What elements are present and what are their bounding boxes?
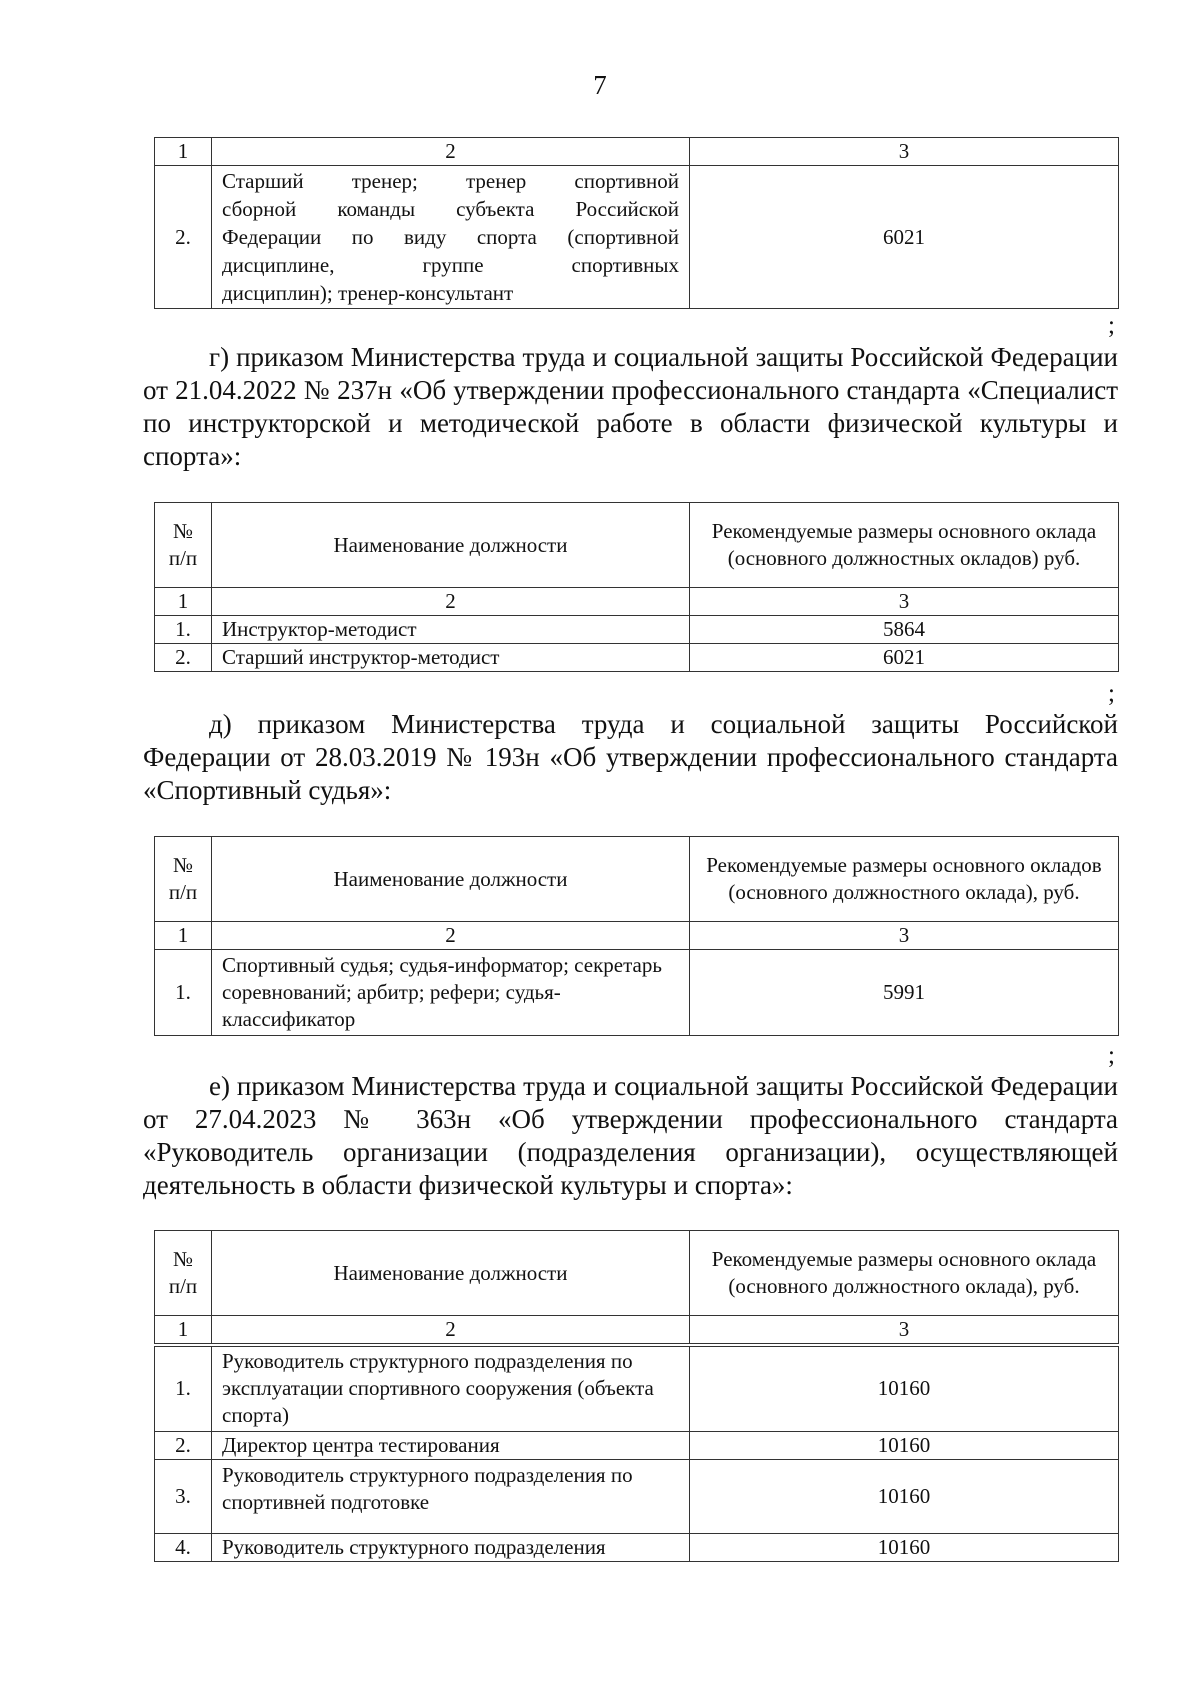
salary-value: 5991 bbox=[690, 950, 1119, 1036]
header-salary: Рекомендуемые размеры основного окладов (основного должностного оклада), руб. bbox=[690, 837, 1119, 922]
header-number: № п/п bbox=[155, 837, 212, 922]
salary-value: 10160 bbox=[690, 1459, 1119, 1533]
index-cell: 1 bbox=[155, 922, 212, 950]
index-cell: 2 bbox=[212, 138, 690, 166]
index-cell: 3 bbox=[690, 588, 1119, 616]
paragraph-d: д) приказом Министерства труда и социальной защиты Российской Федерации от 28.03.2019 № 193н «Об утверждении профессионального стандарта «Спортивный судья»: bbox=[143, 709, 1118, 805]
table-row bbox=[155, 644, 1119, 672]
table-index-row bbox=[155, 1316, 1119, 1346]
header-position: Наименование должности bbox=[212, 837, 690, 922]
header-salary: Рекомендуемые размеры основного оклада (основного должностного оклада), руб. bbox=[690, 1231, 1119, 1316]
position-name: Спортивный судья; судья-информатор; секретарь соревнований; арбитр; рефери; судья-классификатор bbox=[212, 950, 690, 1036]
table-index-row bbox=[155, 138, 1119, 166]
position-name-line: дисциплине, группе спортивных bbox=[222, 253, 679, 277]
table-header-row bbox=[155, 503, 1119, 588]
position-name-line: дисциплин); тренер-консультант bbox=[222, 281, 514, 305]
row-number: 4. bbox=[155, 1533, 212, 1561]
header-number: № п/п bbox=[155, 1231, 212, 1316]
table-row bbox=[155, 1431, 1119, 1459]
position-name: Инструктор-методист bbox=[212, 616, 690, 644]
position-name: Руководитель структурного подразделения bbox=[212, 1533, 690, 1561]
index-cell: 3 bbox=[690, 1316, 1119, 1346]
table-row bbox=[155, 1459, 1119, 1533]
index-cell: 2 bbox=[212, 588, 690, 616]
semicolon: ; bbox=[1108, 680, 1115, 707]
index-cell: 2 bbox=[212, 1316, 690, 1346]
table-row bbox=[155, 950, 1119, 1036]
position-name-line: Федерации по виду спорта (спортивной bbox=[222, 225, 679, 249]
index-cell: 3 bbox=[690, 922, 1119, 950]
index-cell: 1 bbox=[155, 1316, 212, 1346]
index-cell: 1 bbox=[155, 588, 212, 616]
row-number: 2. bbox=[155, 1431, 212, 1459]
salary-value: 5864 bbox=[690, 616, 1119, 644]
header-number: № п/п bbox=[155, 503, 212, 588]
row-number: 1. bbox=[155, 950, 212, 1036]
salary-value: 10160 bbox=[690, 1431, 1119, 1459]
table-row bbox=[155, 1345, 1119, 1431]
position-name bbox=[212, 166, 690, 309]
row-number: 2. bbox=[155, 644, 212, 672]
header-position: Наименование должности bbox=[212, 503, 690, 588]
table-organization-head bbox=[154, 1230, 1119, 1562]
table-row bbox=[155, 166, 1119, 309]
page-number: 7 bbox=[593, 70, 607, 100]
table-header-row bbox=[155, 1231, 1119, 1316]
salary-value: 10160 bbox=[690, 1533, 1119, 1561]
index-cell: 3 bbox=[690, 138, 1119, 166]
position-name-line: Старший тренер; тренер спортивной bbox=[222, 169, 679, 193]
table-index-row bbox=[155, 588, 1119, 616]
row-number: 3. bbox=[155, 1459, 212, 1533]
position-name: Директор центра тестирования bbox=[212, 1431, 690, 1459]
header-position: Наименование должности bbox=[212, 1231, 690, 1316]
semicolon: ; bbox=[1108, 312, 1115, 339]
position-name: Руководитель структурного подразделения по эксплуатации спортивного сооружения (объекта спорта) bbox=[212, 1345, 690, 1431]
table-sports-judge bbox=[154, 836, 1119, 1036]
index-cell: 2 bbox=[212, 922, 690, 950]
table-row bbox=[155, 616, 1119, 644]
table-instructor-methodist bbox=[154, 502, 1119, 672]
table-row bbox=[155, 1533, 1119, 1561]
salary-value: 6021 bbox=[690, 644, 1119, 672]
semicolon: ; bbox=[1108, 1042, 1115, 1069]
row-number: 1. bbox=[155, 616, 212, 644]
row-number: 2. bbox=[155, 166, 212, 309]
table-coach-continuation bbox=[154, 137, 1119, 309]
salary-value: 6021 bbox=[690, 166, 1119, 309]
paragraph-e: е) приказом Министерства труда и социальной защиты Российской Федерации от 27.04.2023 № 363н «Об утверждении профессионального стандарта «Руководитель организации (подразделения организации), осуществляющей деятельность в области физической культуры и спорта»: bbox=[143, 1071, 1118, 1200]
position-name: Старший инструктор-методист bbox=[212, 644, 690, 672]
paragraph-g: г) приказом Министерства труда и социальной защиты Российской Федерации от 21.04.2022 № 237н «Об утверждении профессионального стандарта «Специалист по инструкторской и методической работе в области физической культуры и спорта»: bbox=[143, 342, 1118, 471]
index-cell: 1 bbox=[155, 138, 212, 166]
salary-value: 10160 bbox=[690, 1345, 1119, 1431]
position-name: Руководитель структурного подразделения по спортивней подготовке bbox=[212, 1459, 690, 1533]
position-name-line: сборной команды субъекта Российской bbox=[222, 197, 679, 221]
table-header-row bbox=[155, 837, 1119, 922]
table-index-row bbox=[155, 922, 1119, 950]
row-number: 1. bbox=[155, 1345, 212, 1431]
header-salary: Рекомендуемые размеры основного оклада (основного должностных окладов) руб. bbox=[690, 503, 1119, 588]
